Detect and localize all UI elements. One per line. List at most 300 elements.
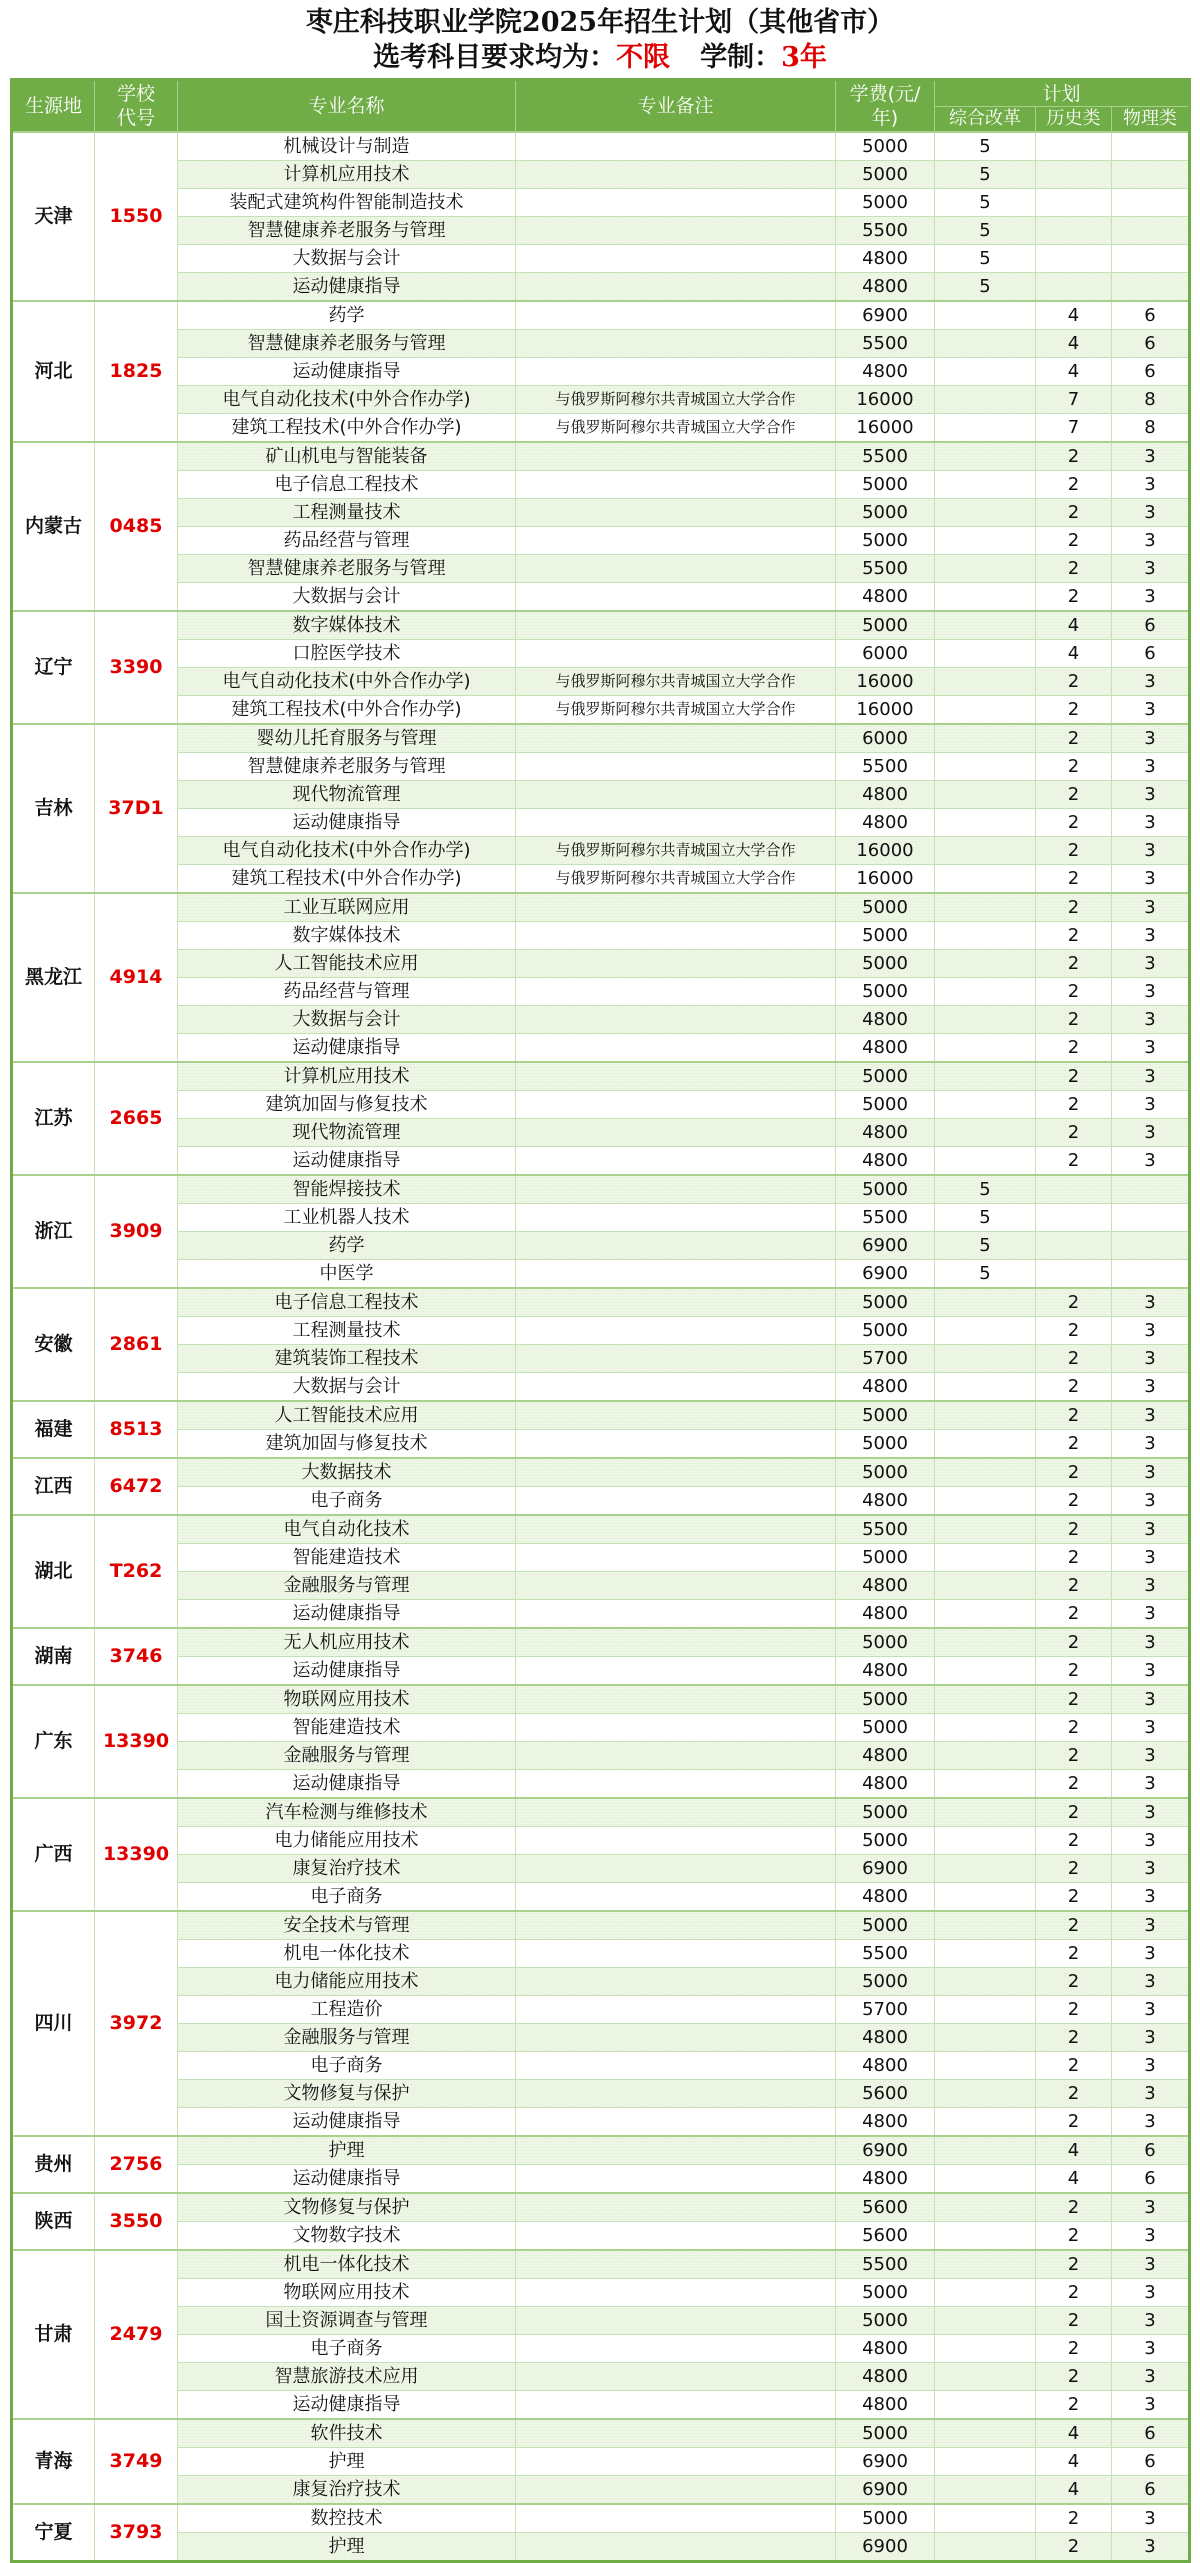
physics-cell: 6 [1112,2448,1190,2476]
fee-cell: 5000 [836,499,935,527]
history-cell: 2 [1036,1006,1112,1034]
fee-cell: 4800 [836,1006,935,1034]
comprehensive-cell [935,1034,1036,1063]
fee-cell: 5000 [836,1401,935,1430]
fee-cell: 5000 [836,1091,935,1119]
physics-cell: 3 [1112,1940,1190,1968]
note-cell [516,1345,836,1373]
history-cell: 2 [1036,1827,1112,1855]
note-cell [516,1940,836,1968]
history-cell: 2 [1036,2052,1112,2080]
physics-cell: 3 [1112,865,1190,894]
note-cell [516,1401,836,1430]
province-cell: 陕西 [12,2193,95,2250]
major-cell: 运动健康指导 [178,273,516,302]
comprehensive-cell [935,1770,1036,1799]
fee-cell: 5000 [836,2279,935,2307]
physics-cell: 3 [1112,499,1190,527]
history-cell: 2 [1036,2363,1112,2391]
fee-cell: 4800 [836,1770,935,1799]
major-cell: 电力储能应用技术 [178,1827,516,1855]
major-cell: 装配式建筑构件智能制造技术 [178,189,516,217]
fee-cell: 5600 [836,2080,935,2108]
major-cell: 运动健康指导 [178,1770,516,1799]
table-row [12,2419,1190,2448]
physics-cell: 3 [1112,1317,1190,1345]
note-cell [516,2307,836,2335]
school-code-cell: 2861 [95,1288,178,1401]
history-cell: 2 [1036,724,1112,753]
header-fee: 学费(元/年) [836,80,935,133]
history-cell: 2 [1036,1657,1112,1686]
physics-cell: 3 [1112,1657,1190,1686]
school-code-cell: 2665 [95,1062,178,1175]
major-cell: 大数据与会计 [178,583,516,612]
fee-cell: 4800 [836,2363,935,2391]
note-cell [516,724,836,753]
note-cell [516,301,836,330]
major-cell: 智慧健康养老服务与管理 [178,753,516,781]
comprehensive-cell: 5 [935,132,1036,161]
history-cell [1036,189,1112,217]
note-cell [516,640,836,668]
table-row [12,1487,1190,1516]
comprehensive-cell [935,1968,1036,1996]
comprehensive-cell [935,386,1036,414]
table-row [12,2052,1190,2080]
history-cell: 2 [1036,696,1112,725]
comprehensive-cell [935,2193,1036,2222]
comprehensive-cell: 5 [935,1175,1036,1204]
note-cell [516,1204,836,1232]
history-cell: 2 [1036,1401,1112,1430]
subject-requirement-label: 选考科目要求均为： [373,42,617,73]
major-cell: 人工智能技术应用 [178,950,516,978]
physics-cell: 6 [1112,611,1190,640]
physics-cell: 3 [1112,1487,1190,1516]
history-cell [1036,132,1112,161]
physics-cell: 3 [1112,1742,1190,1770]
history-cell: 2 [1036,1119,1112,1147]
comprehensive-cell: 5 [935,245,1036,273]
major-cell: 智能建造技术 [178,1714,516,1742]
table-row [12,499,1190,527]
fee-cell: 4800 [836,1147,935,1176]
major-cell: 建筑工程技术(中外合作办学) [178,414,516,443]
major-cell: 矿山机电与智能装备 [178,442,516,471]
fee-cell: 5000 [836,1911,935,1940]
major-cell: 电气自动化技术(中外合作办学) [178,837,516,865]
fee-cell: 5000 [836,611,935,640]
history-cell: 2 [1036,865,1112,894]
note-cell [516,1827,836,1855]
table-row [12,1006,1190,1034]
major-cell: 电子商务 [178,2335,516,2363]
major-cell: 康复治疗技术 [178,2476,516,2505]
physics-cell [1112,161,1190,189]
comprehensive-cell [935,1628,1036,1657]
physics-cell: 3 [1112,668,1190,696]
comprehensive-cell [935,1827,1036,1855]
comprehensive-cell: 5 [935,1232,1036,1260]
physics-cell: 3 [1112,1996,1190,2024]
physics-cell: 3 [1112,1968,1190,1996]
history-cell: 2 [1036,2024,1112,2052]
subject-requirement-value: 不限 [616,42,671,73]
note-cell: 与俄罗斯阿穆尔共青城国立大学合作 [516,386,836,414]
major-cell: 现代物流管理 [178,781,516,809]
history-cell: 2 [1036,2533,1112,2562]
note-cell [516,499,836,527]
physics-cell: 3 [1112,1006,1190,1034]
fee-cell: 5600 [836,2222,935,2251]
comprehensive-cell [935,2108,1036,2137]
fee-cell: 5000 [836,471,935,499]
comprehensive-cell [935,2052,1036,2080]
comprehensive-cell [935,2165,1036,2194]
major-cell: 口腔医学技术 [178,640,516,668]
major-cell: 电子信息工程技术 [178,1288,516,1317]
comprehensive-cell [935,1940,1036,1968]
table-row [12,837,1190,865]
history-cell: 2 [1036,1034,1112,1063]
physics-cell: 3 [1112,1288,1190,1317]
major-cell: 汽车检测与维修技术 [178,1798,516,1827]
major-cell: 工业机器人技术 [178,1204,516,1232]
major-cell: 智能焊接技术 [178,1175,516,1204]
history-cell: 2 [1036,442,1112,471]
major-cell: 电子商务 [178,1487,516,1516]
table-row [12,2504,1190,2533]
comprehensive-cell [935,1119,1036,1147]
table-row [12,1458,1190,1487]
physics-cell: 3 [1112,2222,1190,2251]
fee-cell: 4800 [836,1034,935,1063]
comprehensive-cell [935,1742,1036,1770]
table-row [12,2307,1190,2335]
comprehensive-cell [935,1458,1036,1487]
table-row [12,724,1190,753]
note-cell [516,1260,836,1289]
history-cell: 4 [1036,301,1112,330]
note-cell [516,358,836,386]
note-cell [516,2250,836,2279]
comprehensive-cell [935,471,1036,499]
header-school-code: 学校代号 [95,80,178,133]
table-row [12,978,1190,1006]
comprehensive-cell [935,330,1036,358]
comprehensive-cell: 5 [935,189,1036,217]
major-cell: 建筑加固与修复技术 [178,1091,516,1119]
note-cell [516,1515,836,1544]
fee-cell: 5000 [836,950,935,978]
note-cell [516,1968,836,1996]
history-cell: 2 [1036,1600,1112,1629]
school-code-cell: 8513 [95,1401,178,1458]
fee-cell: 5000 [836,1430,935,1459]
province-cell: 甘肃 [12,2250,95,2419]
fee-cell: 5000 [836,1062,935,1091]
physics-cell: 3 [1112,2363,1190,2391]
province-cell: 福建 [12,1401,95,1458]
physics-cell: 6 [1112,330,1190,358]
school-code-cell: 3793 [95,2504,178,2562]
note-cell [516,442,836,471]
note-cell [516,2165,836,2194]
comprehensive-cell [935,358,1036,386]
major-cell: 电子商务 [178,1883,516,1912]
comprehensive-cell [935,2024,1036,2052]
history-cell: 2 [1036,1742,1112,1770]
history-cell: 2 [1036,1996,1112,2024]
history-cell [1036,1175,1112,1204]
major-cell: 运动健康指导 [178,2165,516,2194]
comprehensive-cell [935,2476,1036,2505]
physics-cell: 6 [1112,301,1190,330]
note-cell [516,809,836,837]
province-cell: 内蒙古 [12,442,95,611]
note-cell [516,189,836,217]
table-row [12,1544,1190,1572]
table-body [12,132,1190,2562]
table-row [12,1260,1190,1289]
note-cell [516,2080,836,2108]
table-row [12,1062,1190,1091]
note-cell [516,753,836,781]
table-row [12,1657,1190,1686]
major-cell: 智慧旅游技术应用 [178,2363,516,2391]
comprehensive-cell [935,1798,1036,1827]
table-row [12,922,1190,950]
comprehensive-cell [935,2448,1036,2476]
table-row [12,1430,1190,1459]
table-row [12,781,1190,809]
major-cell: 国土资源调查与管理 [178,2307,516,2335]
school-code-cell: 37D1 [95,724,178,893]
table-row [12,273,1190,302]
fee-cell: 4800 [836,1487,935,1516]
history-cell [1036,273,1112,302]
comprehensive-cell [935,2307,1036,2335]
fee-cell: 16000 [836,668,935,696]
major-cell: 电子信息工程技术 [178,471,516,499]
major-cell: 智慧健康养老服务与管理 [178,555,516,583]
physics-cell: 3 [1112,471,1190,499]
physics-cell: 3 [1112,1600,1190,1629]
physics-cell [1112,1232,1190,1260]
table-row [12,2533,1190,2562]
fee-cell: 4800 [836,2108,935,2137]
note-cell [516,2024,836,2052]
table-row [12,865,1190,894]
header-province: 生源地 [12,80,95,133]
comprehensive-cell [935,1147,1036,1176]
fee-cell: 5500 [836,753,935,781]
fee-cell: 5000 [836,893,935,922]
table-row [12,161,1190,189]
note-cell [516,1657,836,1686]
physics-cell: 6 [1112,2476,1190,2505]
fee-cell: 5000 [836,189,935,217]
table-row [12,1572,1190,1600]
history-cell: 4 [1036,2419,1112,2448]
history-cell: 2 [1036,978,1112,1006]
major-cell: 护理 [178,2448,516,2476]
school-code-cell: 3749 [95,2419,178,2504]
major-cell: 大数据与会计 [178,1373,516,1402]
note-cell [516,2363,836,2391]
major-cell: 电子商务 [178,2052,516,2080]
major-cell: 建筑加固与修复技术 [178,1430,516,1459]
table-row [12,1204,1190,1232]
fee-cell: 4800 [836,273,935,302]
comprehensive-cell [935,978,1036,1006]
fee-cell: 4800 [836,781,935,809]
history-cell: 2 [1036,1515,1112,1544]
comprehensive-cell [935,1714,1036,1742]
header-physics: 物理类 [1112,107,1190,133]
physics-cell: 3 [1112,2024,1190,2052]
physics-cell: 6 [1112,2136,1190,2165]
physics-cell: 3 [1112,1119,1190,1147]
history-cell: 2 [1036,2193,1112,2222]
physics-cell: 3 [1112,781,1190,809]
fee-cell: 6000 [836,724,935,753]
note-cell [516,1034,836,1063]
note-cell [516,1855,836,1883]
history-cell: 2 [1036,1288,1112,1317]
fee-cell: 4800 [836,245,935,273]
header-major: 专业名称 [178,80,516,133]
physics-cell: 6 [1112,2419,1190,2448]
table-row [12,2165,1190,2194]
table-row [12,583,1190,612]
fee-cell: 4800 [836,2391,935,2420]
note-cell [516,1487,836,1516]
table-row [12,2250,1190,2279]
note-cell [516,922,836,950]
physics-cell: 3 [1112,2080,1190,2108]
note-cell [516,1883,836,1912]
comprehensive-cell [935,640,1036,668]
table-row [12,1373,1190,1402]
table-row [12,1714,1190,1742]
fee-cell: 5600 [836,2193,935,2222]
major-cell: 建筑装饰工程技术 [178,1345,516,1373]
comprehensive-cell [935,1430,1036,1459]
physics-cell: 3 [1112,922,1190,950]
table-row [12,640,1190,668]
province-cell: 河北 [12,301,95,442]
physics-cell [1112,217,1190,245]
note-cell [516,273,836,302]
fee-cell: 4800 [836,1600,935,1629]
history-cell: 2 [1036,1883,1112,1912]
history-cell: 2 [1036,1714,1112,1742]
province-cell: 青海 [12,2419,95,2504]
fee-cell: 4800 [836,2024,935,2052]
school-code-cell: 3746 [95,1628,178,1685]
major-cell: 金融服务与管理 [178,2024,516,2052]
physics-cell: 3 [1112,724,1190,753]
header-comprehensive: 综合改革 [935,107,1036,133]
history-cell: 2 [1036,2222,1112,2251]
history-cell: 2 [1036,1317,1112,1345]
physics-cell: 3 [1112,1628,1190,1657]
fee-cell: 6900 [836,2448,935,2476]
table-row [12,809,1190,837]
comprehensive-cell [935,1911,1036,1940]
province-cell: 广东 [12,1685,95,1798]
table-row [12,2136,1190,2165]
fee-cell: 6900 [836,1232,935,1260]
table-row [12,1600,1190,1629]
history-cell: 2 [1036,1091,1112,1119]
physics-cell: 3 [1112,1798,1190,1827]
fee-cell: 4800 [836,2165,935,2194]
physics-cell: 3 [1112,2391,1190,2420]
history-cell: 2 [1036,1544,1112,1572]
table-row [12,1288,1190,1317]
fee-cell: 5000 [836,2307,935,2335]
major-cell: 建筑工程技术(中外合作办学) [178,696,516,725]
note-cell [516,2222,836,2251]
school-code-cell: 13390 [95,1685,178,1798]
note-cell [516,132,836,161]
note-cell [516,1714,836,1742]
comprehensive-cell [935,922,1036,950]
history-cell: 2 [1036,2108,1112,2137]
physics-cell: 3 [1112,1091,1190,1119]
history-cell: 2 [1036,1345,1112,1373]
comprehensive-cell [935,1288,1036,1317]
table-row [12,189,1190,217]
major-cell: 智慧健康养老服务与管理 [178,217,516,245]
history-cell: 2 [1036,1147,1112,1176]
history-cell: 2 [1036,1940,1112,1968]
history-cell: 2 [1036,1968,1112,1996]
fee-cell: 5000 [836,2419,935,2448]
school-code-cell: 3909 [95,1175,178,1288]
fee-cell: 4800 [836,1119,935,1147]
physics-cell: 8 [1112,386,1190,414]
major-cell: 建筑工程技术(中外合作办学) [178,865,516,894]
comprehensive-cell [935,1996,1036,2024]
fee-cell: 5500 [836,1204,935,1232]
comprehensive-cell [935,2250,1036,2279]
history-cell: 2 [1036,922,1112,950]
note-cell [516,1572,836,1600]
note-cell [516,330,836,358]
fee-cell: 5500 [836,2250,935,2279]
comprehensive-cell [935,1317,1036,1345]
comprehensive-cell [935,696,1036,725]
note-cell [516,1430,836,1459]
history-cell: 2 [1036,2250,1112,2279]
major-cell: 人工智能技术应用 [178,1401,516,1430]
history-cell: 2 [1036,1572,1112,1600]
comprehensive-cell [935,809,1036,837]
note-cell [516,1006,836,1034]
major-cell: 安全技术与管理 [178,1911,516,1940]
table-row [12,245,1190,273]
comprehensive-cell [935,1515,1036,1544]
comprehensive-cell [935,1345,1036,1373]
history-cell: 4 [1036,2165,1112,2194]
physics-cell: 3 [1112,1827,1190,1855]
note-cell [516,1119,836,1147]
physics-cell: 3 [1112,950,1190,978]
